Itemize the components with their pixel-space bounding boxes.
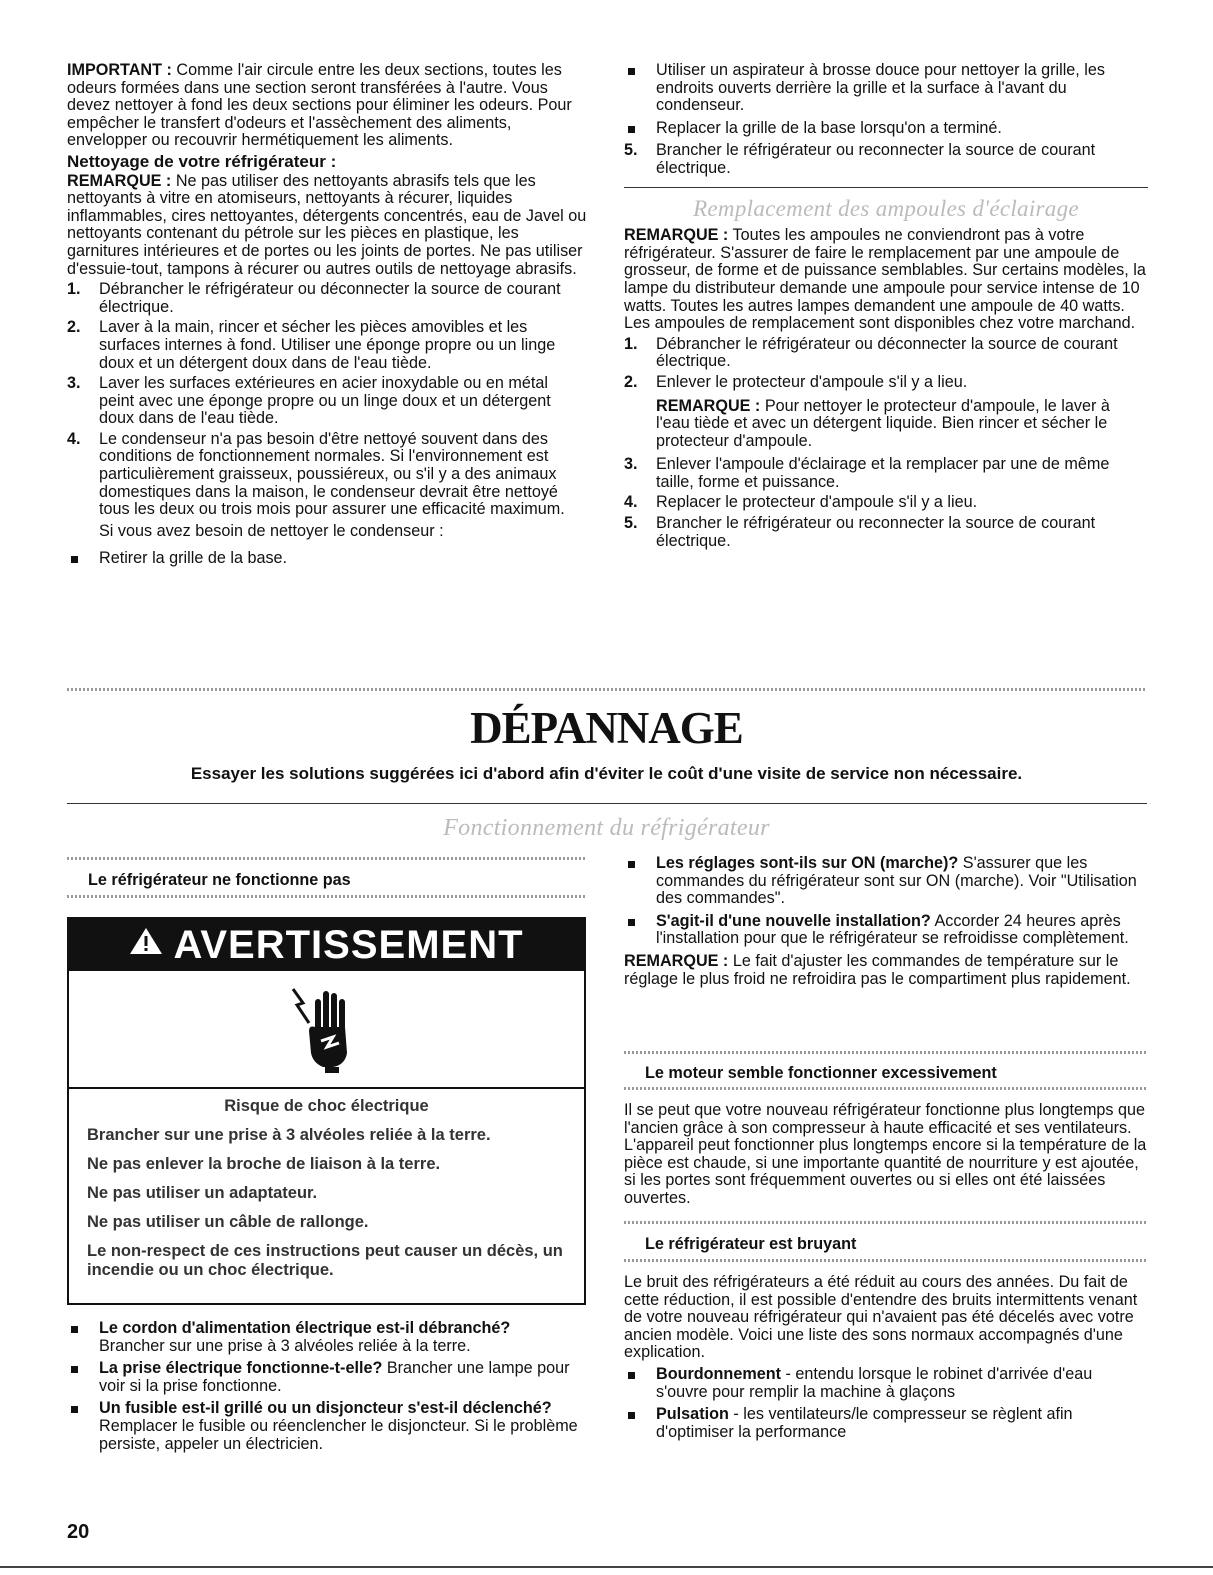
dotted-divider xyxy=(624,1221,1148,1224)
lamp-step: 4. Replacer le protecteur d'ampoule s'il y a lieu. xyxy=(624,493,978,512)
cleaning-step: 4. Le condenseur n'a pas besoin d'être nettoyé souvent dans des conditions de fonctionnement normales. Si l'environnement est particulièrement graisseux, poussiéreux, ou s'il y a des animaux domestiques dans la maison, le condenseur devrait être nettoyé tous les deux ou trois mois pour assurer une efficacité maximum. xyxy=(67,429,565,519)
condenser-bullet: Utiliser un aspirateur à brosse douce pour nettoyer la grille, les endroits ouverts derrière la grille et la surface à l'avant du condenseur. xyxy=(624,62,1148,115)
warning-triangle-icon xyxy=(129,926,163,965)
lamp-column xyxy=(624,62,1148,553)
subhead-wrap xyxy=(624,1064,1148,1083)
check-item: Le cordon d'alimentation électrique est-il débranché? Brancher sur une prise à 3 alvéoles reliée à la terre. xyxy=(67,1320,586,1355)
subhead-wrap xyxy=(67,871,586,890)
important-paragraph: IMPORTANT : Comme l'air circule entre les deux sections, toutes les odeurs formées dans une section seront transférées à l'autre. Vous devez nettoyer à fond les deux sections pour éliminer les odeurs. Pour empêcher le transfert d'odeurs et l'assèchement des aliments, envelopper ou recouvrir hermétiquement les aliments. xyxy=(67,61,572,150)
page-number: 20 xyxy=(67,1521,90,1543)
noise-column xyxy=(624,1274,1148,1446)
warning-header xyxy=(69,919,584,971)
condenser-intro: Si vous avez besoin de nettoyer le condenseur : xyxy=(99,521,444,540)
noise-item: Pulsation - les ventilateurs/le compresseur se règlent afin d'optimiser la performance xyxy=(624,1406,1148,1441)
warning-line: Ne pas enlever la broche de liaison à la terre. xyxy=(87,1155,441,1173)
bottom-rule xyxy=(0,1566,1213,1568)
dotted-divider xyxy=(624,1051,1148,1054)
cleaning-step: 2. Laver à la main, rincer et sécher les pièces amovibles et les surfaces internes à fond. Utiliser une éponge propre ou un linge doux et un détergent doux dans de l'eau tiède. xyxy=(67,318,556,372)
settings-column xyxy=(624,855,1148,990)
motor-text-wrap xyxy=(624,1102,1148,1210)
noise-item: Bourdonnement - entendu lorsque le robinet d'arrivée d'eau s'ouvre pour remplir la machine à glaçons xyxy=(624,1366,1148,1401)
cleaning-column xyxy=(67,62,587,573)
bullet-square-icon xyxy=(67,1320,99,1355)
lamp-section-title: Remplacement des ampoules d'éclairage xyxy=(693,195,1079,221)
bullet-square-icon xyxy=(624,1406,656,1441)
bullet-square-icon xyxy=(624,120,656,138)
check-item: Un fusible est-il grillé ou un disjoncteur s'est-il déclenché? Remplacer le fusible ou réenclencher le disjoncteur. Si le problème persiste, appeler un électricien. xyxy=(67,1400,586,1453)
dotted-divider xyxy=(67,857,586,860)
check-item: Les réglages sont-ils sur ON (marche)? S'assurer que les commandes du réfrigérateur sont sur ON (marche). Voir "Utilisation des commandes". xyxy=(624,855,1148,908)
lamp-remarque: REMARQUE : Toutes les ampoules ne conviendront pas à votre réfrigérateur. S'assurer de faire le remplacement par une ampoule de grosseur, de forme et de puissance semblables. Sur certains modèles, la lampe du distributeur demande une ampoule pour service intense de 10 watts. Toutes les autres lampes demandent une ampoule de 40 watts. Les ampoules de remplacement sont disponibles chez votre marchand. xyxy=(624,226,1146,333)
warning-title: AVERTISSEMENT xyxy=(173,922,524,967)
warning-line: Le non-respect de ces instructions peut causer un décès, un incendie ou un choc électrique. xyxy=(87,1242,563,1279)
cleaning-heading: Nettoyage de votre réfrigérateur : xyxy=(67,151,337,171)
cleaning-step: 3. Laver les surfaces extérieures en acier inoxydable ou en métal peint avec une éponge propre ou un linge doux et un détergent doux dans de l'eau tiède. xyxy=(67,374,551,428)
cleaning-remarque: REMARQUE : Ne pas utiliser des nettoyants abrasifs tels que les nettoyants à vitre en atomiseurs, nettoyants à récurer, liquides inflammables, cires nettoyantes, détergents concentrés, eau de Javel ou nettoyants contenant du pétrole sur les pièces en plastique, les garnitures intérieures et de portes ou les joints de portes. Ne pas utiliser d'essuie-tout, tampons à récurer ou autres outils de nettoyage abrasifs. xyxy=(67,171,587,278)
condenser-bullet: Retirer la grille de la base. xyxy=(67,550,587,568)
warning-line: Brancher sur une prise à 3 alvéoles reliée à la terre. xyxy=(87,1126,491,1144)
bullet-square-icon xyxy=(624,1366,656,1401)
page-title: DÉPANNAGE xyxy=(470,703,743,753)
warning-line: Risque de choc électrique xyxy=(224,1097,429,1115)
bullet-square-icon xyxy=(67,1400,99,1453)
lamp-note: REMARQUE : Pour nettoyer le protecteur d'ampoule, le laver à l'eau tiède et avec un détergent liquide. Bien rincer et sécher le protecteur d'ampoule. xyxy=(656,396,1110,450)
section-divider xyxy=(624,187,1148,188)
fonctionnement-section-title: Fonctionnement du réfrigérateur xyxy=(443,815,770,841)
noise-subhead: Le réfrigérateur est bruyant xyxy=(645,1235,857,1253)
dotted-divider xyxy=(624,1087,1148,1090)
bullet-square-icon xyxy=(67,550,99,568)
condenser-bullet: Replacer la grille de la base lorsqu'on a terminé. xyxy=(624,120,1148,138)
not-working-checklist xyxy=(67,1316,586,1458)
bullet-square-icon xyxy=(624,62,656,115)
dotted-divider xyxy=(624,1259,1148,1262)
settings-remarque: REMARQUE : Le fait d'ajuster les commandes de température sur le réglage le plus froid ne refroidira pas le compartiment plus rapidement. xyxy=(624,951,1131,988)
motor-subhead: Le moteur semble fonctionner excessivement xyxy=(645,1064,997,1082)
dotted-divider xyxy=(67,688,1147,691)
lamp-step: 2. Enlever le protecteur d'ampoule s'il y a lieu. xyxy=(624,372,968,391)
lamp-step: 1. Débrancher le réfrigérateur ou déconnecter la source de courant électrique. xyxy=(624,334,1118,371)
bullet-square-icon xyxy=(624,913,656,948)
cleaning-step: 5. Brancher le réfrigérateur ou reconnecter la source de courant électrique. xyxy=(624,141,1096,177)
electric-shock-hand-icon xyxy=(69,971,584,1089)
section-title-wrap xyxy=(0,815,1213,842)
warning-line: Ne pas utiliser un adaptateur. xyxy=(87,1184,318,1202)
warning-box xyxy=(67,917,586,1305)
noise-text: Le bruit des réfrigérateurs a été réduit au cours des années. Du fait de cette réduction, il est possible d'entendre des bruits intermittents venant de votre nouveau réfrigérateur qui n'avaient pas été décelés avec votre ancien modèle. Voici une liste des sons normaux accompagnés d'une explication. xyxy=(624,1273,1138,1362)
not-working-subhead: Le réfrigérateur ne fonctionne pas xyxy=(88,871,351,889)
cleaning-step: 1. Débrancher le réfrigérateur ou déconnecter la source de courant électrique. xyxy=(67,280,561,316)
check-item: La prise électrique fonctionne-t-elle? Brancher une lampe pour voir si la prise fonctionne. xyxy=(67,1360,586,1395)
dotted-divider xyxy=(67,895,586,898)
section-divider xyxy=(67,803,1147,804)
subhead-wrap xyxy=(624,1235,1148,1254)
bullet-square-icon xyxy=(624,855,656,908)
motor-text: Il se peut que votre nouveau réfrigérateur fonctionne plus longtemps que l'ancien grâce à son compresseur à haute efficacité et ses ventilateurs. L'appareil peut fonctionner plus longtemps encore si la température de la pièce est chaude, si une importante quantité de nourriture y est ajoutée, si les portes sont fréquemment ouvertes ou si elles ont été laissées ouvertes. xyxy=(624,1101,1147,1207)
check-item: S'agit-il d'une nouvelle installation? Accorder 24 heures après l'installation pour que le réfrigérateur se refroidisse complètement. xyxy=(624,913,1148,948)
page-subtitle: Essayer les solutions suggérées ici d'abord afin d'éviter le coût d'une visite de service non nécessaire. xyxy=(190,764,1023,783)
warning-line: Ne pas utiliser un câble de rallonge. xyxy=(87,1213,369,1231)
bullet-square-icon xyxy=(67,1360,99,1395)
lamp-step: 3. Enlever l'ampoule d'éclairage et la remplacer par une de même taille, forme et puissance. xyxy=(624,455,1110,491)
lamp-step: 5. Brancher le réfrigérateur ou reconnecter la source de courant électrique. xyxy=(624,514,1096,550)
warning-lines xyxy=(69,1089,584,1280)
